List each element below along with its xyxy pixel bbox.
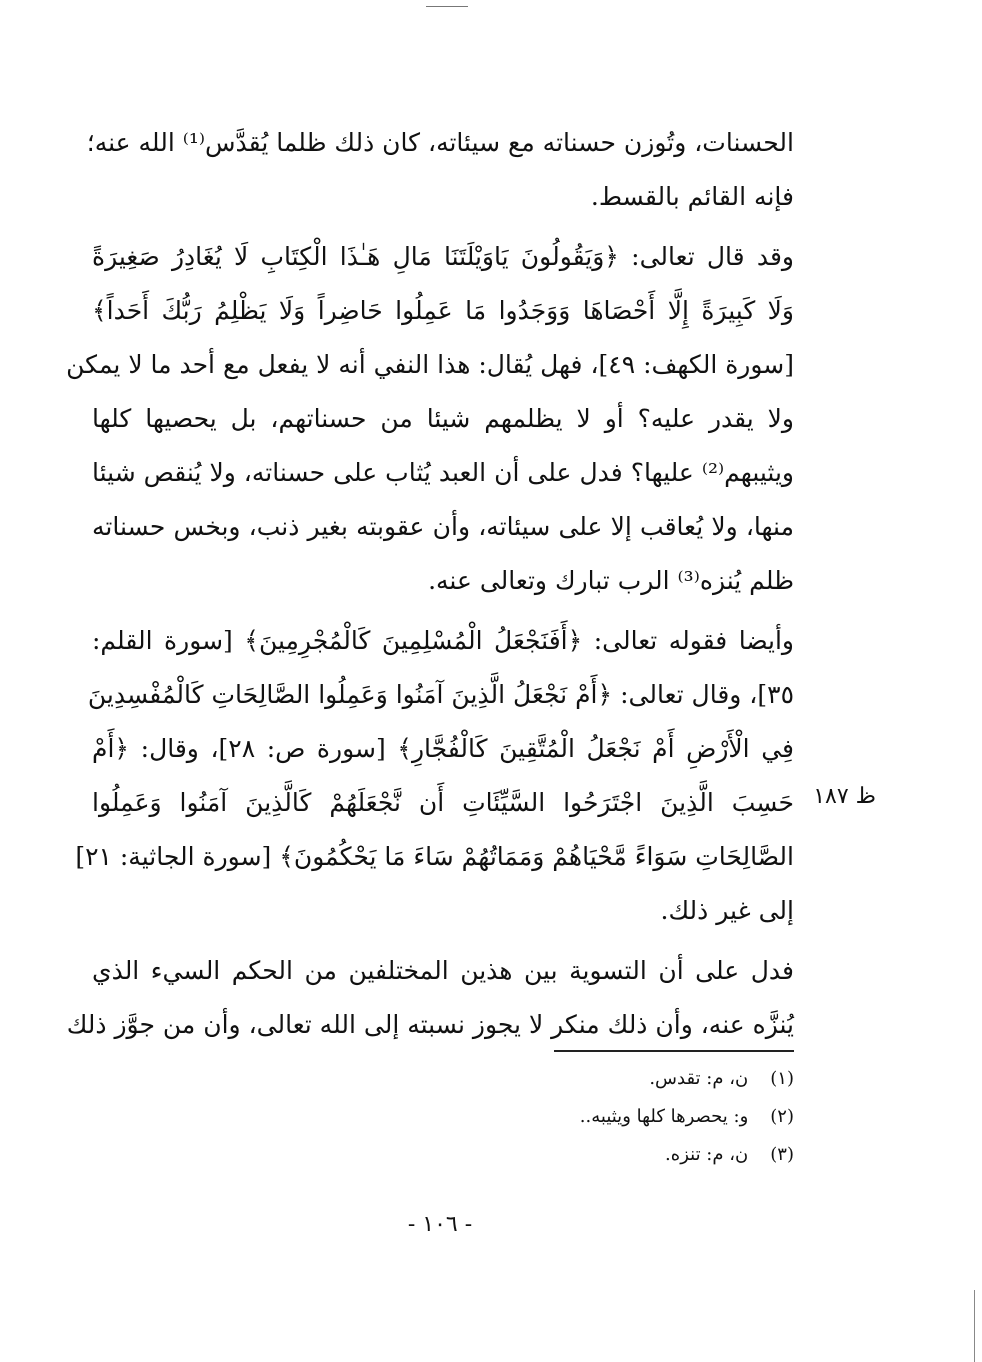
footnote [500, 1098, 794, 1136]
text-line: [سورة الكهف: ٤٩]، فهل يُقال: هذا النفي أنه لا يفعل مع أحد ما لا يمكن [66, 350, 794, 379]
text-line: وأيضا فقوله تعالى: ﴿أَفَنَجْعَلُ الْمُسْلِمِينَ كَالْمُجْرِمِينَ﴾ [سورة القلم: [92, 626, 794, 655]
paragraph-2 [66, 230, 794, 608]
text-line: ٣٥]، وقال تعالى: ﴿أَمْ نَجْعَلُ الَّذِينَ آمَنُوا وَعَمِلُوا الصَّالِحَاتِ كَالْمُفْسِدِينَ [87, 680, 794, 709]
footnote-text: و: يحصرها كلها ويثيبه.. [579, 1106, 749, 1127]
footnote-text: ن، م: تقدس. [649, 1068, 749, 1089]
footnote [500, 1060, 794, 1098]
top-rule [426, 6, 468, 7]
text-line: الصَّالِحَاتِ سَوَاءً مَّحْيَاهُمْ وَمَمَاتُهُمْ سَاءَ مَا يَحْكُمُونَ﴾ [سورة الجاثية: ٢١] [75, 842, 794, 871]
text-line: حَسِبَ الَّذِينَ اجْتَرَحُوا السَّيِّئَاتِ أَن نَّجْعَلَهُمْ كَالَّذِينَ آمَنُوا وَعَمِلُوا [92, 788, 794, 817]
margin-folio-note: ظ ١٨٧ [813, 784, 876, 809]
text-line: وَلَا كَبِيرَةً إِلَّا أَحْصَاهَا وَوَجَدُوا مَا عَمِلُوا حَاضِراً وَلَا يَظْلِمُ رَبُّكَ أَحَداً﴾ [92, 296, 794, 325]
footnote-text: ن، م: تنزه. [665, 1144, 749, 1165]
text-line: منها، ولا يُعاقب إلا على سيئاته، وأن عقوبته بغير ذنب، وبخس حسناته [92, 512, 794, 541]
footnote-number: (٣) [770, 1144, 794, 1165]
text-line: فِي الْأَرْضِ أَمْ نَجْعَلُ الْمُتَّقِينَ كَالْفُجَّارِ﴾ [سورة ص: ٢٨]، وقال: ﴿أَمْ [92, 734, 794, 763]
text-line: إلى غير ذلك. [660, 896, 794, 925]
footnotes [500, 1060, 794, 1174]
paragraph-3 [75, 614, 794, 938]
page-number: - ١٠٦ - [407, 1212, 473, 1237]
footnote [500, 1136, 794, 1174]
footnote-divider [554, 1050, 794, 1052]
footnote-number: (٢) [770, 1106, 794, 1127]
text-line: ظلم يُنزه⁽³⁾ الرب تبارك وتعالى عنه. [428, 566, 794, 595]
text-line: ويثيبهم⁽²⁾ عليها؟ فدل على أن العبد يُثاب على حسناته، ولا يُنقص شيئا [92, 458, 794, 487]
paragraph-1 [86, 116, 794, 224]
main-text [66, 116, 794, 1058]
footnote-number: (١) [770, 1068, 794, 1089]
text-line: فدل على أن التسوية بين هذين المختلفين من الحكم السيء الذي [92, 956, 794, 985]
text-line: فإنه القائم بالقسط. [590, 182, 794, 211]
text-line: يُنزَّه عنه، وأن ذلك منكر لا يجوز نسبته إلى الله تعالى، وأن من جوَّز ذلك [66, 1010, 794, 1039]
text-line: ولا يقدر عليه؟ أو لا يظلمهم شيئا من حسناتهم، بل يحصيها كلها [92, 404, 794, 433]
scan-edge-line [974, 1290, 975, 1362]
text-line: الحسنات، وتُوزن حسناته مع سيئاته، كان ذلك ظلما يُقدَّس⁽¹⁾ الله عنه؛ [86, 128, 794, 157]
text-line: وقد قال تعالى: ﴿وَيَقُولُونَ يَاوَيْلَتَنَا مَالِ هَـٰذَا الْكِتَابِ لَا يُغَادِرُ صَغِيرَةً [92, 242, 794, 271]
paragraph-4 [66, 944, 794, 1052]
